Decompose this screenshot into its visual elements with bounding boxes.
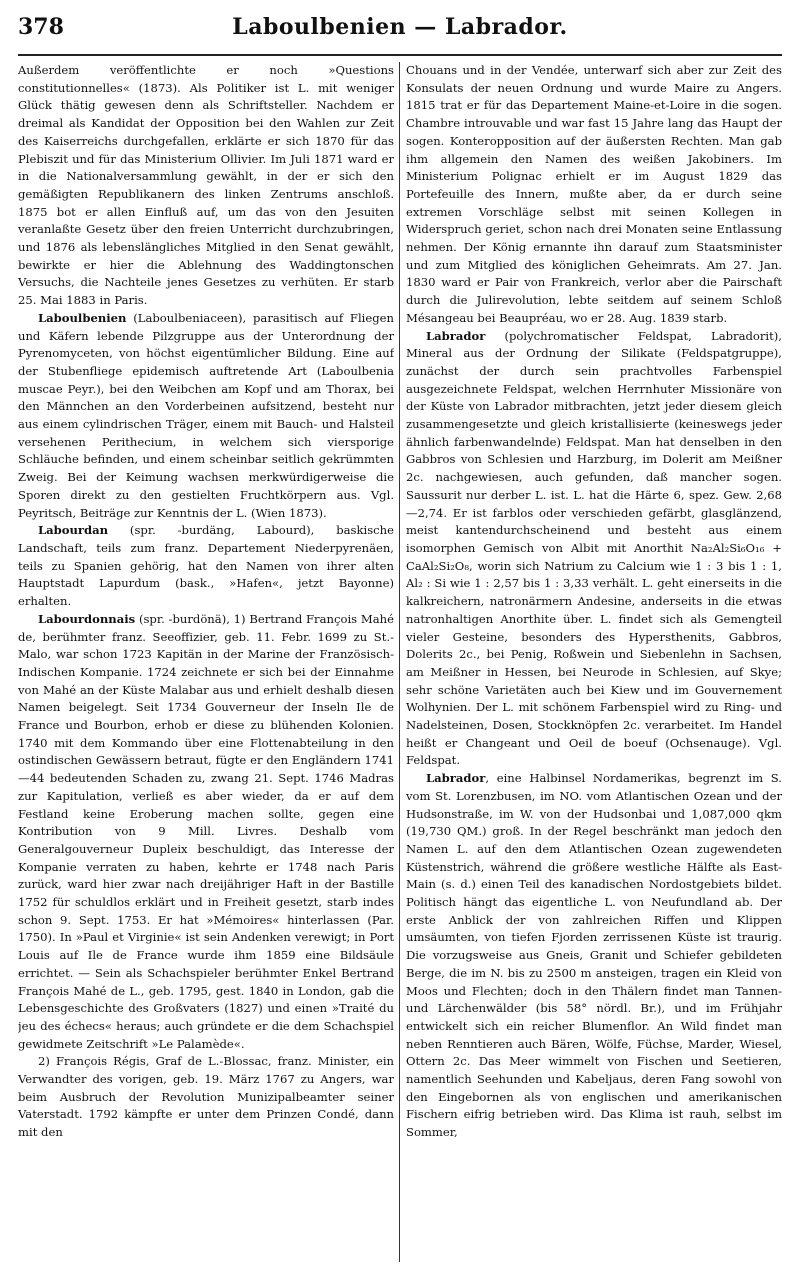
running-head: Laboulbenien — Labrador. <box>232 14 568 40</box>
right-column <box>406 62 782 1262</box>
header-rule <box>18 54 782 56</box>
entry-labrador-mineral: Labrador (polychromatischer Feldspat, Labradorit), Mineral aus der Ordnung der Silikate (Feldspatgruppe), zunächst der durch sein prachtvolles Farbenspiel ausgezeichnete Feldspat, welchen Herrnhuter Missionäre von der Küste von Labrador mitbrachten, jetzt jeder diesem gleich zusammengesetzte und gleich kristallisierte (keineswegs jeder ähnlich farbenwandelnde) Feldspat. Man hat denselben in den Gabbros von Schlesien und Harzburg, im Dolerit am Meißner 2c. nachgewiesen, auch gefunden, daß mancher sogen. Saussurit nur derber L. ist. L. hat die Härte 6, spez. Gew. 2,68—2,74. Er ist farblos oder verschieden gefärbt, glasglänzend, meist kantendurchscheinend und besteht aus einem isomorphen Gemisch von Albit mit Anorthit Na₂Al₂Si₆O₁₆ + CaAl₂Si₂O₈, worin sich Natrium zu Calcium wie 1 : 3 bis 1 : 1, Al₂ : Si wie 1 : 2,57 bis 1 : 3,33 verhält. L. geht einerseits in die kalkreichern, natronärmern Andesine, anderseits in die etwas natronhaltigen Anorthite über. L. findet sich als Gemengteil vieler Gesteine, besonders des Hypersthenits, Gabbros, Dolerits 2c., bei Penig, Roßwein und Siebenlehn in Sachsen, am Meißner in Hessen, bei Neurode in Schlesien, auf Skye; sehr schöne Varietäten auch bei Kiew und im Gouvernement Wolhynien. Der L. mit schönem Farbenspiel wird zu Ring- und Nadelsteinen, Dosen, Stockknöpfen 2c. verarbeitet. Im Handel heißt er Changeant und Oeil de boeuf (Ochsenauge). Vgl. Feldspat. <box>406 328 782 768</box>
page-number: 378 <box>18 14 64 40</box>
entry-labourdonnais-2: 2) François Régis, Graf de L.-Blossac, franz. Minister, ein Verwandter des vorigen, geb. 19. März 1767 zu Angers, war beim Ausbruch der Revolution Munizipalbeamter seiner Vaterstadt. 1792 kämpfte er unter dem Prinzen Condé, dann mit den <box>18 1054 394 1140</box>
entry-laboulbenien: Laboulbenien (Laboulbeniaceen), parasitisch auf Fliegen und Käfern lebende Pilzgruppe aus der Unterordnung der Pyrenomyceten, von höchst eigentümlicher Bildung. Eine auf der Stubenfliege epidemisch auftretende Art (Laboulbenia muscae Peyr.), bei den Weibchen am Kopf und am Thorax, bei den Männchen an den Vorderbeinen aufsitzend, besteht nur aus einem cylindrischen Träger, einem mit Bauch- und Halsteil versehenen Perithecium, in welchem sich viersporige Schläuche befinden, und einem scheinbar seitlich gekrümmten Zweig. Bei der Keimung wachsen merkwürdigerweise die Sporen direkt zu den gestielten Fruchtkörpern aus. Vgl. Peyritsch, Beiträge zur Kenntnis der L. (Wien 1873). <box>18 310 394 520</box>
headword: Labourdan <box>38 523 109 538</box>
entry-labourdonnais: Labourdonnais (spr. -burdönä), 1) Bertrand François Mahé de, berühmter franz. Seeoffizier, geb. 11. Febr. 1699 zu St.-Malo, war schon 1723 Kapitän in der Marine der Französisch-Indischen Kompanie. 1724 zeichnete er sich bei der Einnahme von Mahé an der Küste Malabar aus und erhielt deshalb diesen Namen beigelegt. Seit 1734 Gouverneur der Inseln Ile de France und Bourbon, erhob er diese zu blühenden Kolonien. 1740 mit dem Kommando über eine Flottenabteilung in den ostindischen Gewässern betraut, fügte er den Engländern 1741—44 bedeutenden Schaden zu, zwang 21. Sept. 1746 Madras zur Kapitulation, verließ es aber wieder, da er auf dem Festland keine Eroberung machen sollte, gegen eine Kontribution von 9 Mill. Livres. Deshalb vom Generalgouverneur Dupleix beschuldigt, das Interesse der Kompanie verraten zu haben, kehrte er 1748 nach Paris zurück, ward hier zwar nach dreijähriger Haft in der Bastille 1752 für schuldlos erklärt und in Freiheit gesetzt, starb indes schon 9. Sept. 1753. Er hat »Mémoires« hinterlassen (Par. 1750). In »Paul et Virginie« ist sein Andenken verewigt; in Port Louis auf Ile de France wurde ihm 1859 eine Bildsäule errichtet. — Sein als Schachspieler berühmter Enkel Bertrand François Mahé de L., geb. 1795, gest. 1840 in London, gab die Lebensgeschichte des Großvaters (1827) und einen »Traité du jeu des échecs« heraus; auch gründete er die dem Schachspiel gewidmete Zeitschrift »Le Palamède«. <box>18 611 394 1051</box>
entry-labrador-peninsula: Labrador, eine Halbinsel Nordamerikas, begrenzt im S. vom St. Lorenzbusen, im NO. vom Atlantischen Ozean und der Hudsonstraße, im W. von der Hudsonbai und 1,087,000 qkm (19,730 QM.) groß. In der Regel beschränkt man jedoch den Namen L. auf den dem Atlantischen Ozean zugewendeten Küstenstrich, während die größere westliche Hälfte als East-Main (s. d.) einen Teil des kanadischen Nordostgebiets bildet. Politisch hängt das eigentliche L. von Neufundland ab. Der erste Anblick der von zahlreichen Riffen und Klippen umsäumten, von tiefen Fjorden zerrissenen Küste ist traurig. Die vorzugsweise aus Gneis, Granit und Schiefer gebildeten Berge, die im N. bis zu 2500 m ansteigen, tragen ein Kleid von Moos und Flechten; doch in den Thälern findet man Tannen- und Lärchenwälder (bis 58° nördl. Br.), und im Frühjahr entwickelt sich ein reicher Blumenflor. An Wild findet man neben Renntieren auch Bären, Wölfe, Füchse, Marder, Wiesel, Ottern 2c. Das Meer wimmelt von Fischen und Seetieren, namentlich Seehunden und Kabeljaus, deren Fang sowohl von den Eingebornen als von englischen und amerikanischen Fischern eifrig betrieben wird. Das Klima ist rauh, selbst im Sommer, <box>406 771 782 1140</box>
column-divider <box>399 62 400 1262</box>
headword: Labourdonnais <box>38 611 136 626</box>
entry-labourdan: Labourdan (spr. -burdäng, Labourd), baskische Landschaft, teils zum franz. Departement Niederpyrenäen, teils zu Spanien gehörig, hat den Namen von ihrer alten Hauptstadt Lapurdum (bask., »Hafen«, jetzt Bayonne) erhalten. <box>18 523 394 609</box>
page-header <box>18 14 782 54</box>
headword: Labrador <box>426 771 486 786</box>
paragraph-laboulaye-continued: Außerdem veröffentlichte er noch »Questions constitutionnelles« (1873). Als Politiker ist L. mit weniger Glück thätig gewesen denn als Schriftsteller. Nachdem er dreimal als Kandidat der Opposition bei den Wahlen zur Zeit des Kaiserreichs durchgefallen, erklärte er sich 1870 für das Plebiszit und für das Ministerium Ollivier. Im Juli 1871 ward er in die Nationalversammlung gewählt, in der er sich den gemäßigten Republikanern des linken Zentrums anschloß. 1875 bot er allen Einfluß auf, um das von den Jesuiten veranlaßte Gesetz über den freien Unterricht durchzubringen, und 1876 als lebenslängliches Mitglied in den Senat gewählt, bewirkte er hier die Ablehnung des Waddingtonschen Versuchs, die Nachteile jenes Gesetzes zu verhüten. Er starb 25. Mai 1883 in Paris. <box>18 63 394 308</box>
headword: Laboulbenien <box>38 310 127 325</box>
left-column <box>18 62 394 1262</box>
headword: Labrador <box>426 328 486 343</box>
paragraph-labourdonnais-continued: Chouans und in der Vendée, unterwarf sich aber zur Zeit des Konsulats der neuen Ordnung und wurde Maire zu Angers. 1815 trat er für das Departement Maine-et-Loire in die sogen. Chambre introuvable und war fast 15 Jahre lang das Haupt der sogen. Konteropposition auf der äußersten Rechten. Man gab ihm allgemein den Namen des weißen Jakobiners. Im Ministerium Polignac erhielt er im August 1829 das Portefeuille des Innern, mußte aber, da er durch seine extremen Vorschläge selbst mit seinen Kollegen in Widerspruch geriet, schon nach drei Monaten seine Entlassung nehmen. Der König ernannte ihn darauf zum Staatsminister und zum Mitglied des königlichen Geheimrats. Am 27. Jan. 1830 ward er Pair von Frankreich, verlor aber die Pairschaft durch die Julirevolution, lebte seitdem auf seinem Schloß Mésangeau bei Beaupréau, wo er 28. Aug. 1839 starb. <box>406 63 782 325</box>
